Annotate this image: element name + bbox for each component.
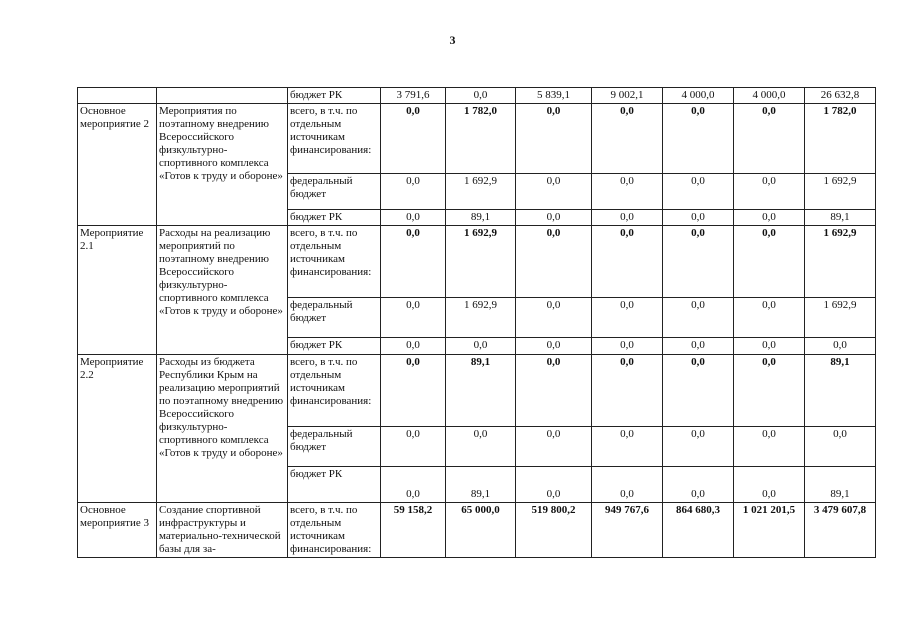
value-cell: 0,0 (381, 427, 446, 467)
value-cell: 1 782,0 (805, 104, 876, 174)
budget-table (77, 87, 876, 558)
value-cell: 89,1 (805, 210, 876, 226)
value-cell: 1 782,0 (446, 104, 516, 174)
value-cell: 59 158,2 (381, 503, 446, 558)
value-cell: 0,0 (592, 226, 663, 298)
value-cell: 0,0 (592, 298, 663, 338)
value-cell: 0,0 (446, 427, 516, 467)
value-cell: 0,0 (663, 174, 734, 210)
source-cell: всего, в т.ч. по отдельным источникам финансирования: (288, 226, 381, 298)
value-cell: 0,0 (381, 226, 446, 298)
value-cell: 864 680,3 (663, 503, 734, 558)
value-cell: 1 692,9 (446, 298, 516, 338)
source-cell: всего, в т.ч. по отдельным источникам финансирования: (288, 503, 381, 558)
name-cell: Расходы на реализацию мероприятий по поэтапному внедрению Всероссийского физкультурно-спортивного комплекса «Готов к труду и обороне» (157, 226, 288, 355)
value-cell: 0,0 (381, 467, 446, 503)
value-cell: 0,0 (516, 427, 592, 467)
value-cell: 1 692,9 (446, 174, 516, 210)
source-cell: бюджет РК (288, 88, 381, 104)
value-cell: 1 692,9 (805, 226, 876, 298)
name-cell (157, 88, 288, 104)
value-cell: 1 692,9 (805, 174, 876, 210)
value-cell: 0,0 (516, 226, 592, 298)
value-cell: 0,0 (663, 338, 734, 355)
value-cell: 0,0 (381, 298, 446, 338)
value-cell: 4 000,0 (734, 88, 805, 104)
name-cell: Мероприятия по поэтапному внедрению Всероссийского физкультурно-спортивного комплекса «Готов к труду и обороне» (157, 104, 288, 226)
value-cell: 0,0 (516, 355, 592, 427)
value-cell: 0,0 (734, 298, 805, 338)
value-cell: 89,1 (446, 355, 516, 427)
value-cell: 0,0 (381, 174, 446, 210)
event-cell: Основное мероприятие 2 (78, 104, 157, 226)
value-cell: 3 791,6 (381, 88, 446, 104)
value-cell: 0,0 (805, 427, 876, 467)
value-cell: 1 692,9 (805, 298, 876, 338)
event-cell: Мероприятие 2.2 (78, 355, 157, 503)
value-cell: 0,0 (592, 427, 663, 467)
value-cell: 0,0 (663, 226, 734, 298)
table-row (78, 503, 876, 558)
value-cell: 89,1 (805, 467, 876, 503)
event-cell (78, 88, 157, 104)
value-cell: 0,0 (592, 338, 663, 355)
value-cell: 949 767,6 (592, 503, 663, 558)
event-cell: Мероприятие 2.1 (78, 226, 157, 355)
value-cell: 65 000,0 (446, 503, 516, 558)
value-cell: 0,0 (381, 104, 446, 174)
value-cell: 26 632,8 (805, 88, 876, 104)
value-cell: 0,0 (516, 210, 592, 226)
source-cell: федеральный бюджет (288, 427, 381, 467)
source-cell: федеральный бюджет (288, 298, 381, 338)
table-row (78, 88, 876, 104)
value-cell: 0,0 (734, 226, 805, 298)
value-cell: 89,1 (805, 355, 876, 427)
value-cell: 5 839,1 (516, 88, 592, 104)
value-cell: 0,0 (516, 174, 592, 210)
table-row (78, 355, 876, 427)
source-cell: всего, в т.ч. по отдельным источникам финансирования: (288, 104, 381, 174)
value-cell: 0,0 (734, 338, 805, 355)
value-cell: 9 002,1 (592, 88, 663, 104)
value-cell: 0,0 (516, 298, 592, 338)
value-cell: 0,0 (592, 174, 663, 210)
value-cell: 89,1 (446, 467, 516, 503)
value-cell: 0,0 (446, 88, 516, 104)
value-cell: 0,0 (663, 298, 734, 338)
value-cell: 1 692,9 (446, 226, 516, 298)
source-cell: федеральный бюджет (288, 174, 381, 210)
page-number: 3 (449, 33, 456, 47)
value-cell: 0,0 (592, 355, 663, 427)
value-cell: 89,1 (446, 210, 516, 226)
value-cell: 0,0 (592, 104, 663, 174)
value-cell: 0,0 (663, 210, 734, 226)
value-cell: 0,0 (663, 355, 734, 427)
source-cell: бюджет РК (288, 467, 381, 503)
source-cell: всего, в т.ч. по отдельным источникам финансирования: (288, 355, 381, 427)
value-cell: 0,0 (446, 338, 516, 355)
name-cell: Создание спортивной инфраструктуры и материально-технической базы для за- (157, 503, 288, 558)
value-cell: 0,0 (381, 355, 446, 427)
name-cell: Расходы из бюджета Республики Крым на реализацию мероприятий по поэтапному внедрению Всероссийского физкультурно-спортивного комплекса «Готов к труду и обороне» (157, 355, 288, 503)
value-cell: 0,0 (734, 427, 805, 467)
value-cell: 0,0 (663, 104, 734, 174)
source-cell: бюджет РК (288, 210, 381, 226)
value-cell: 0,0 (592, 210, 663, 226)
value-cell: 0,0 (516, 104, 592, 174)
value-cell: 0,0 (516, 467, 592, 503)
table-row (78, 104, 876, 174)
value-cell: 0,0 (734, 467, 805, 503)
value-cell: 0,0 (734, 104, 805, 174)
value-cell: 3 479 607,8 (805, 503, 876, 558)
event-cell: Основное мероприятие 3 (78, 503, 157, 558)
value-cell: 4 000,0 (663, 88, 734, 104)
value-cell: 0,0 (381, 210, 446, 226)
value-cell: 0,0 (516, 338, 592, 355)
value-cell: 0,0 (734, 174, 805, 210)
value-cell: 0,0 (805, 338, 876, 355)
value-cell: 0,0 (663, 467, 734, 503)
table-row (78, 226, 876, 298)
value-cell: 0,0 (592, 467, 663, 503)
source-cell: бюджет РК (288, 338, 381, 355)
value-cell: 0,0 (663, 427, 734, 467)
value-cell: 0,0 (381, 338, 446, 355)
value-cell: 1 021 201,5 (734, 503, 805, 558)
value-cell: 0,0 (734, 355, 805, 427)
value-cell: 0,0 (734, 210, 805, 226)
value-cell: 519 800,2 (516, 503, 592, 558)
